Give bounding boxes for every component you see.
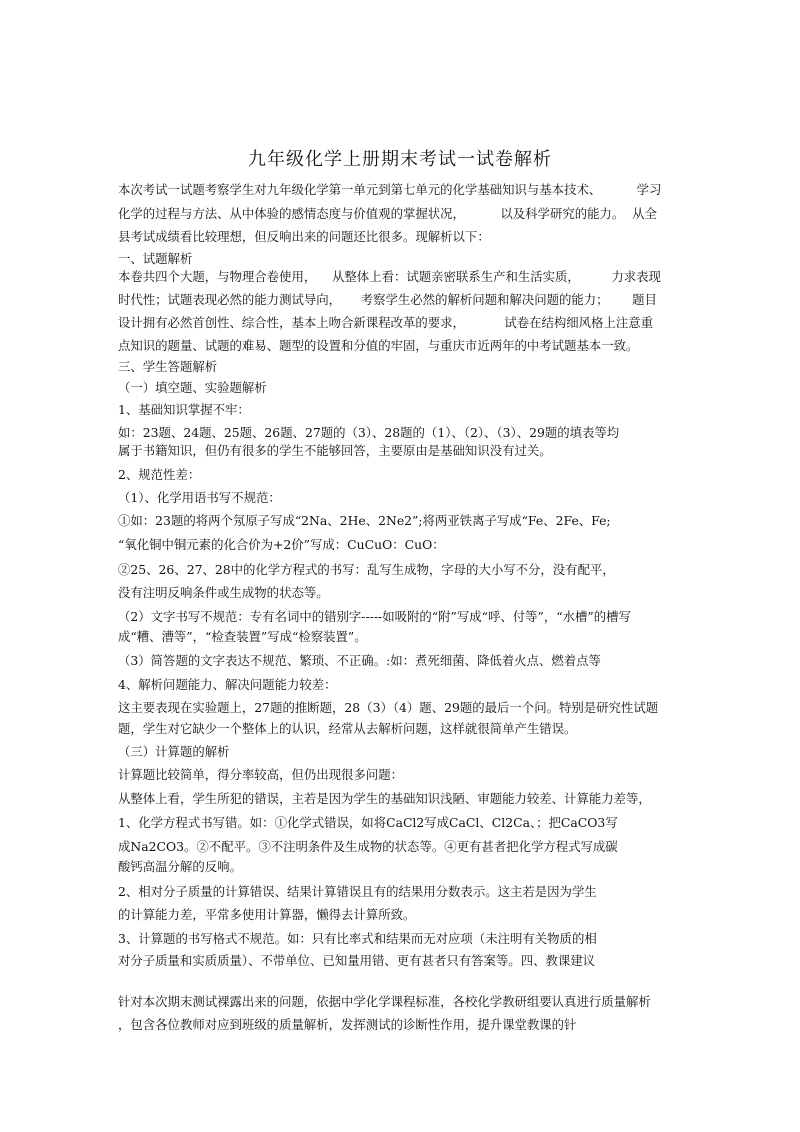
paragraph-line: 设计拥有必然首创性、综合性，基本上吻合新课程改革的要求， 试卷在结构细风格上注意重	[118, 315, 654, 330]
paragraph-line: 化学的过程与方法、从中体验的感情态度与价值观的掌握状况， 以及科学研究的能力。 从全	[118, 206, 657, 221]
paragraph-line: 3、计算题的书写格式不规范。如：只有比率式和结果而无对应项（未注明有关物质的相	[118, 931, 597, 946]
paragraph-line: 时代性；试题表现必然的能力测试导向， 考察学生必然的解析问题和解决问题的能力； 题目	[118, 292, 657, 307]
subsection-heading: （三）计算题的解析	[118, 744, 230, 759]
paragraph-line: （2）文字书写不规范：专有名词中的错别字-----如吸附的“附”写成“呼、付等”，“水槽”的槽写	[118, 609, 631, 624]
paragraph-line: （1）、化学用语书写不规范：	[118, 490, 281, 505]
paragraph-line: ①如：23题的将两个氖原子写成“2Na、2He、2Ne2”;将两亚铁离子写成“Fe、2Fe、Fe;	[118, 513, 611, 528]
paragraph-line: 这主要表现在实验题上，27题的推断题，28（3）（4）题、29题的最后一个问。特别是研究性试题	[118, 700, 659, 715]
paragraph-line: 属于书籍知识，但仍有很多的学生不能够回答，主要原由是基础知识没有过关。	[118, 443, 552, 458]
section-heading: 一、试题解析	[118, 251, 193, 266]
document-title: 九年级化学上册期末考试一试卷解析	[248, 149, 552, 170]
section-heading: 三、学生答题解析	[118, 359, 218, 374]
paragraph-line: ②25、26、27、28中的化学方程式的书写：乱写生成物，字母的大小写不分，没有配平，	[118, 562, 615, 577]
paragraph-line: ，包含各位教师对应到班级的质量解析，发挥测试的诊断性作用，提升课堂教课的针	[118, 1017, 577, 1032]
paragraph-line: 从整体上看，学生所犯的错误，主若是因为学生的基础知识浅陋、审题能力较差、计算能力差等，	[118, 791, 651, 806]
paragraph-line: 酸钙高温分解的反响。	[118, 859, 242, 874]
paragraph-line: 1、化学方程式书写错。如：①化学式错误，如将CaCl2写成CaCl、Cl2Ca、；把CaCO3写	[118, 815, 618, 830]
paragraph-line: 2、相对分子质量的计算错误、结果计算错误且有的结果用分数表示。这主若是因为学生	[118, 884, 597, 899]
paragraph-line: “氧化铜中铜元素的化合价为+2价”写成：CuCuO：CuO：	[118, 537, 445, 552]
paragraph-line: 1、基础知识掌握不牢：	[118, 402, 250, 417]
paragraph-line: 成“糟、漕等”，“检查装置”写成“检察装置”。	[118, 629, 367, 644]
paragraph-line: 题，学生对它缺少一个整体上的认识，经常从去解析问题，这样就很简单产生错误。	[118, 721, 577, 736]
paragraph-line: 点知识的题量、试题的难易、题型的设置和分值的牢固，与重庆市近两年的中考试题基本一致。	[118, 338, 639, 353]
subsection-heading: （一）填空题、实验题解析	[118, 380, 267, 395]
paragraph-line: 如：23题、24题、25题、26题、27题的（3）、28题的（1）、（2）、（3）、29题的填表等均	[118, 425, 620, 440]
paragraph-line: 针对本次期末测试裸露出来的问题，依据中学化学课程标准，各校化学教研组要认真进行质量解析	[118, 994, 651, 1009]
paragraph-line: 本卷共四个大题，与物理合卷使用， 从整体上看：试题亲密联系生产和生活实质， 力求表现	[118, 269, 661, 284]
paragraph-line: 成Na2CO3。②不配平。③不注明条件及生成物的状态等。④更有甚者把化学方程式写成碳	[118, 839, 618, 854]
paragraph-line: 2、规范性差：	[118, 467, 201, 482]
paragraph-line: 4、解析问题能力、解决问题能力较差：	[118, 677, 337, 692]
paragraph-line: 对分子质量和实质质量）、不带单位、已知量用错、更有甚者只有答案等。四、教课建议	[118, 953, 596, 968]
paragraph-line: 没有注明反响条件或生成物的状态等。	[118, 585, 329, 600]
paragraph-line: （3）简答题的文字表达不规范、繁琐、不正确。:如：煮死细菌、降低着火点、燃着点等	[118, 653, 601, 668]
paragraph-line: 本次考试一试题考察学生对九年级化学第一单元到第七单元的化学基础知识与基本技术、 学习	[118, 182, 662, 197]
paragraph-line: 县考试成绩看比较理想，但反响出来的问题还比很多。现解析以下：	[118, 229, 490, 244]
paragraph-line: 计算题比较简单，得分率较高，但仍出现很多问题：	[118, 767, 403, 782]
paragraph-line: 的计算能力差，平常多使用计算器，懒得去计算所致。	[118, 907, 416, 922]
